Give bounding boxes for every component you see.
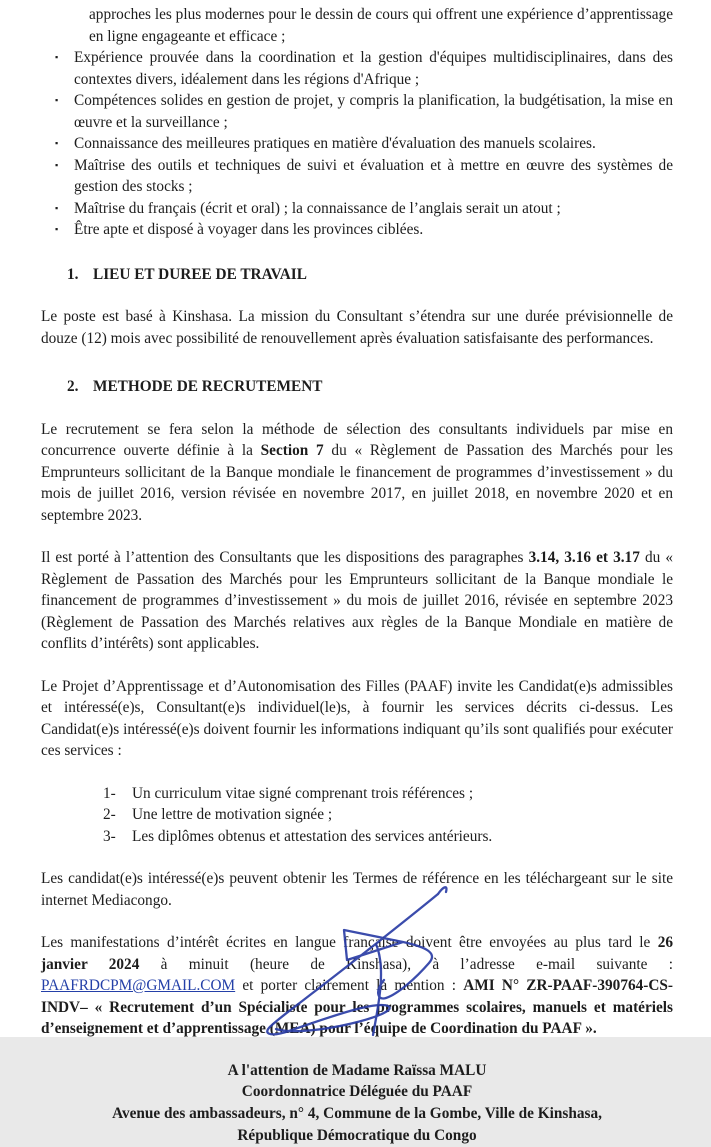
list-item — [41, 155, 673, 198]
bullet-text: Maîtrise du français (écrit et oral) ; la connaissance de l’anglais serait un atout ; — [74, 199, 561, 217]
bullet-text: Expérience prouvée dans la coordination et la gestion d'équipes multidisciplinaires, dans des contextes divers, idéalement dans les régions d'Afrique ; — [74, 49, 673, 88]
square-bullet-icon: ▪ — [55, 159, 59, 170]
paragraph-segment: Les manifestations d’intérêt écrites en langue française doivent être envoyées au plus tard le — [41, 934, 658, 951]
list-number: 1- — [103, 784, 116, 802]
email-link[interactable]: PAAFRDCPM@GMAIL.COM — [41, 977, 236, 994]
paragraph-termes-reference: Les candidat(e)s intéressé(e)s peuvent obtenir les Termes de référence en les téléchargeant sur le site internet Mediacongo. — [41, 870, 673, 909]
requirement-text: Un curriculum vitae signé comprenant trois références ; — [132, 784, 474, 802]
footer-address-line: Avenue des ambassadeurs, n° 4, Commune de la Gombe, Ville de Kinshasa, — [112, 1105, 602, 1123]
paragraph-methode-selection — [41, 419, 673, 527]
section-number: 1. — [67, 265, 79, 283]
paragraph-invitation-paaf: Le Projet d’Apprentissage et d’Autonomisation des Filles (PAAF) invite les Candidat(e)s admissibles et intéressé(e)s, Consultant(e)s individuel(le)s, à fournir les services décrits ci-dessus. Les Candidat(e)s intéressé(e)s doivent fournir les informations indiquant qu’ils sont qualifiés pour exécuter ces services : — [41, 677, 673, 759]
bullet-text: Compétences solides en gestion de projet, y compris la planification, la budgétisation, la mise en œuvre et la surveillance ; — [74, 92, 673, 131]
bold-paragraph-refs: 3.14, 3.16 et 3.17 — [528, 549, 640, 566]
bold-section-7: Section 7 — [260, 442, 324, 459]
bullet-text: Maîtrise des outils et techniques de suivi et évaluation et à mettre en œuvre des systèmes de gestion des stocks ; — [74, 156, 673, 195]
list-item — [41, 804, 673, 826]
section-heading-lieu-duree — [41, 264, 673, 286]
paragraph-segment: Le recrutement se fera selon la méthode de sélection des consultants individuels par mise en concurrence ouverte définie à la — [41, 420, 673, 459]
paragraph-segment: et porter clairement la mention : — [235, 977, 464, 994]
list-item — [41, 47, 673, 90]
list-item — [41, 198, 673, 220]
paragraph-lieu-duree: Le poste est basé à Kinshasa. La mission du Consultant s’étendra sur une durée prévisionnelle de douze (12) mois avec possibilité de renouvellement après évaluation satisfaisante des performances. — [41, 308, 673, 347]
requirement-text: Une lettre de motivation signée ; — [132, 806, 333, 823]
paragraph-segment: Il est porté à l’attention des Consultants que les dispositions des paragraphes — [41, 549, 529, 566]
square-bullet-icon: ▪ — [55, 202, 59, 213]
list-item — [41, 90, 673, 133]
footer-country-line: République Démocratique du Congo — [237, 1126, 477, 1144]
list-item — [41, 826, 673, 848]
footer-attention-line: A l'attention de Madame Raïssa MALU — [227, 1061, 487, 1079]
square-bullet-icon: ▪ — [55, 224, 59, 234]
list-item — [41, 783, 673, 805]
list-item — [41, 219, 673, 241]
paragraph-segment: du « Règlement de Passation des Marchés pour les Emprunteurs sollicitant de la Banque mondiale le financement de programmes d’investissement » du mois de juillet 2016, version révisée en novembre 2017, en juillet 2018, en novembre 2020 et en septembre 2023. — [41, 442, 673, 524]
section-number: 2. — [67, 378, 79, 395]
bullet-text: Être apte et disposé à voyager dans les provinces ciblées. — [74, 221, 424, 238]
bold-ami-mention: AMI N° ZR-PAAF-390764-CS-INDV– « Recrutement d’un Spécialiste pour les programmes scolaires, manuels et matériels d’enseignement et d’apprentissage (MEA) pour l’équipe de Coordination du PAAF ». — [41, 977, 674, 1037]
section-title: METHODE DE RECRUTEMENT — [93, 378, 323, 395]
square-bullet-icon: ▪ — [55, 95, 59, 105]
bullet-continuation-text: approches les plus modernes pour le dessin de cours qui offrent une expérience d’apprentissage en ligne engageante et efficace ; — [89, 6, 673, 45]
list-item — [41, 133, 673, 155]
square-bullet-icon: ▪ — [55, 52, 59, 62]
paragraph-dispositions — [41, 547, 673, 655]
footer-role-line: Coordonnatrice Déléguée du PAAF — [241, 1083, 473, 1101]
bold-deadline: 26 janvier 2024 — [41, 934, 673, 973]
requirement-text: Les diplômes obtenus et attestation des services antérieurs. — [132, 827, 493, 845]
section-heading-methode-recrutement — [41, 376, 673, 398]
square-bullet-icon: ▪ — [55, 138, 59, 148]
section-title: LIEU ET DUREE DE TRAVAIL — [93, 265, 307, 283]
paragraph-segment: du « Règlement de Passation des Marchés pour les Emprunteurs sollicitant de la Banque mondiale le financement de programmes d’investissement » du mois de juillet 2016, révisée en septembre 2023 (Règlement de Passation des Marchés relatives aux règles de la Banque Mondiale en matière de conflits d’intérêts) sont applicables. — [41, 549, 673, 652]
requirements-list — [41, 783, 673, 848]
qualifications-bullet-list — [41, 47, 673, 241]
list-number: 3- — [103, 827, 116, 845]
footer-address-block — [41, 1060, 673, 1147]
list-number: 2- — [103, 806, 116, 823]
bullet-text: Connaissance des meilleures pratiques en matière d'évaluation des manuels scolaires. — [74, 135, 596, 152]
paragraph-manifestations-interet — [41, 932, 673, 1040]
paragraph-segment: à minuit (heure de Kinshasa), à l’adresse e-mail suivante : — [139, 955, 673, 973]
